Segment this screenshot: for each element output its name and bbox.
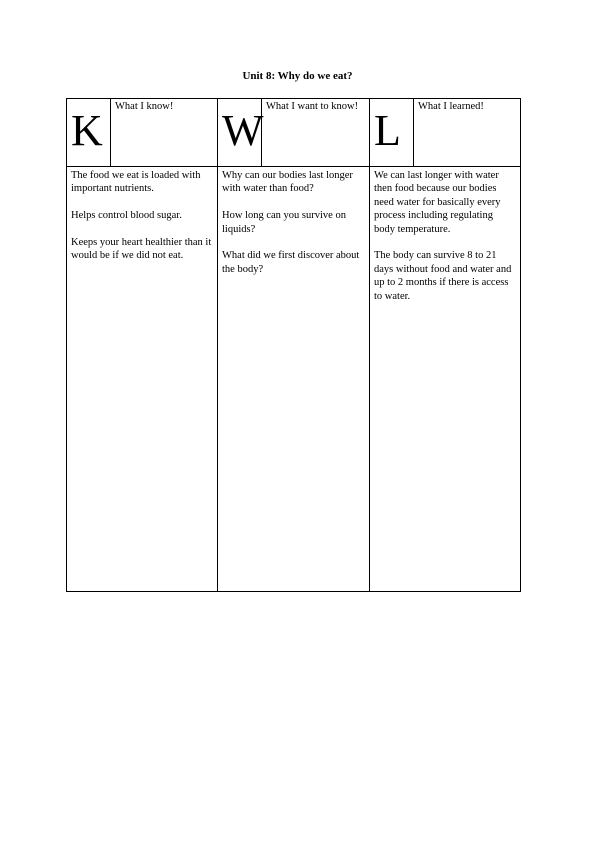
- header-cell-know: [67, 99, 218, 166]
- body-cell-learned: [370, 167, 520, 591]
- kwl-table: [66, 98, 521, 592]
- want-item: What did we first discover about the body?: [222, 250, 360, 275]
- want-label: What I want to know!: [266, 101, 359, 112]
- know-label: What I know!: [115, 101, 174, 112]
- know-content: [71, 169, 213, 276]
- know-item: Keeps your heart healthier than it would be if we did not eat.: [71, 237, 212, 262]
- learned-label: What I learned!: [418, 101, 484, 112]
- learned-item: We can last longer with water then food because our bodies need water for basically every process including regulating body temperature.: [374, 170, 501, 235]
- want-content: [222, 169, 365, 290]
- body-cell-know: [67, 167, 218, 591]
- learned-content: [374, 169, 516, 316]
- kwl-body-row: [67, 167, 520, 591]
- page-title: Unit 8: Why do we eat?: [242, 70, 353, 82]
- know-letter: K: [67, 99, 111, 166]
- want-letter: W: [218, 99, 262, 166]
- know-item: Helps control blood sugar.: [71, 210, 182, 222]
- learned-item: The body can survive 8 to 21 days without food and water and up to 2 months if there is access to water.: [374, 250, 512, 302]
- header-cell-want: [218, 99, 370, 166]
- want-item: How long can you survive on liquids?: [222, 210, 346, 235]
- know-item: The food we eat is loaded with important nutrients.: [71, 170, 201, 195]
- learned-letter: L: [370, 99, 414, 166]
- want-item: Why can our bodies last longer with water than food?: [222, 170, 353, 195]
- header-cell-learned: [370, 99, 520, 166]
- kwl-header-row: [67, 99, 520, 167]
- body-cell-want: [218, 167, 370, 591]
